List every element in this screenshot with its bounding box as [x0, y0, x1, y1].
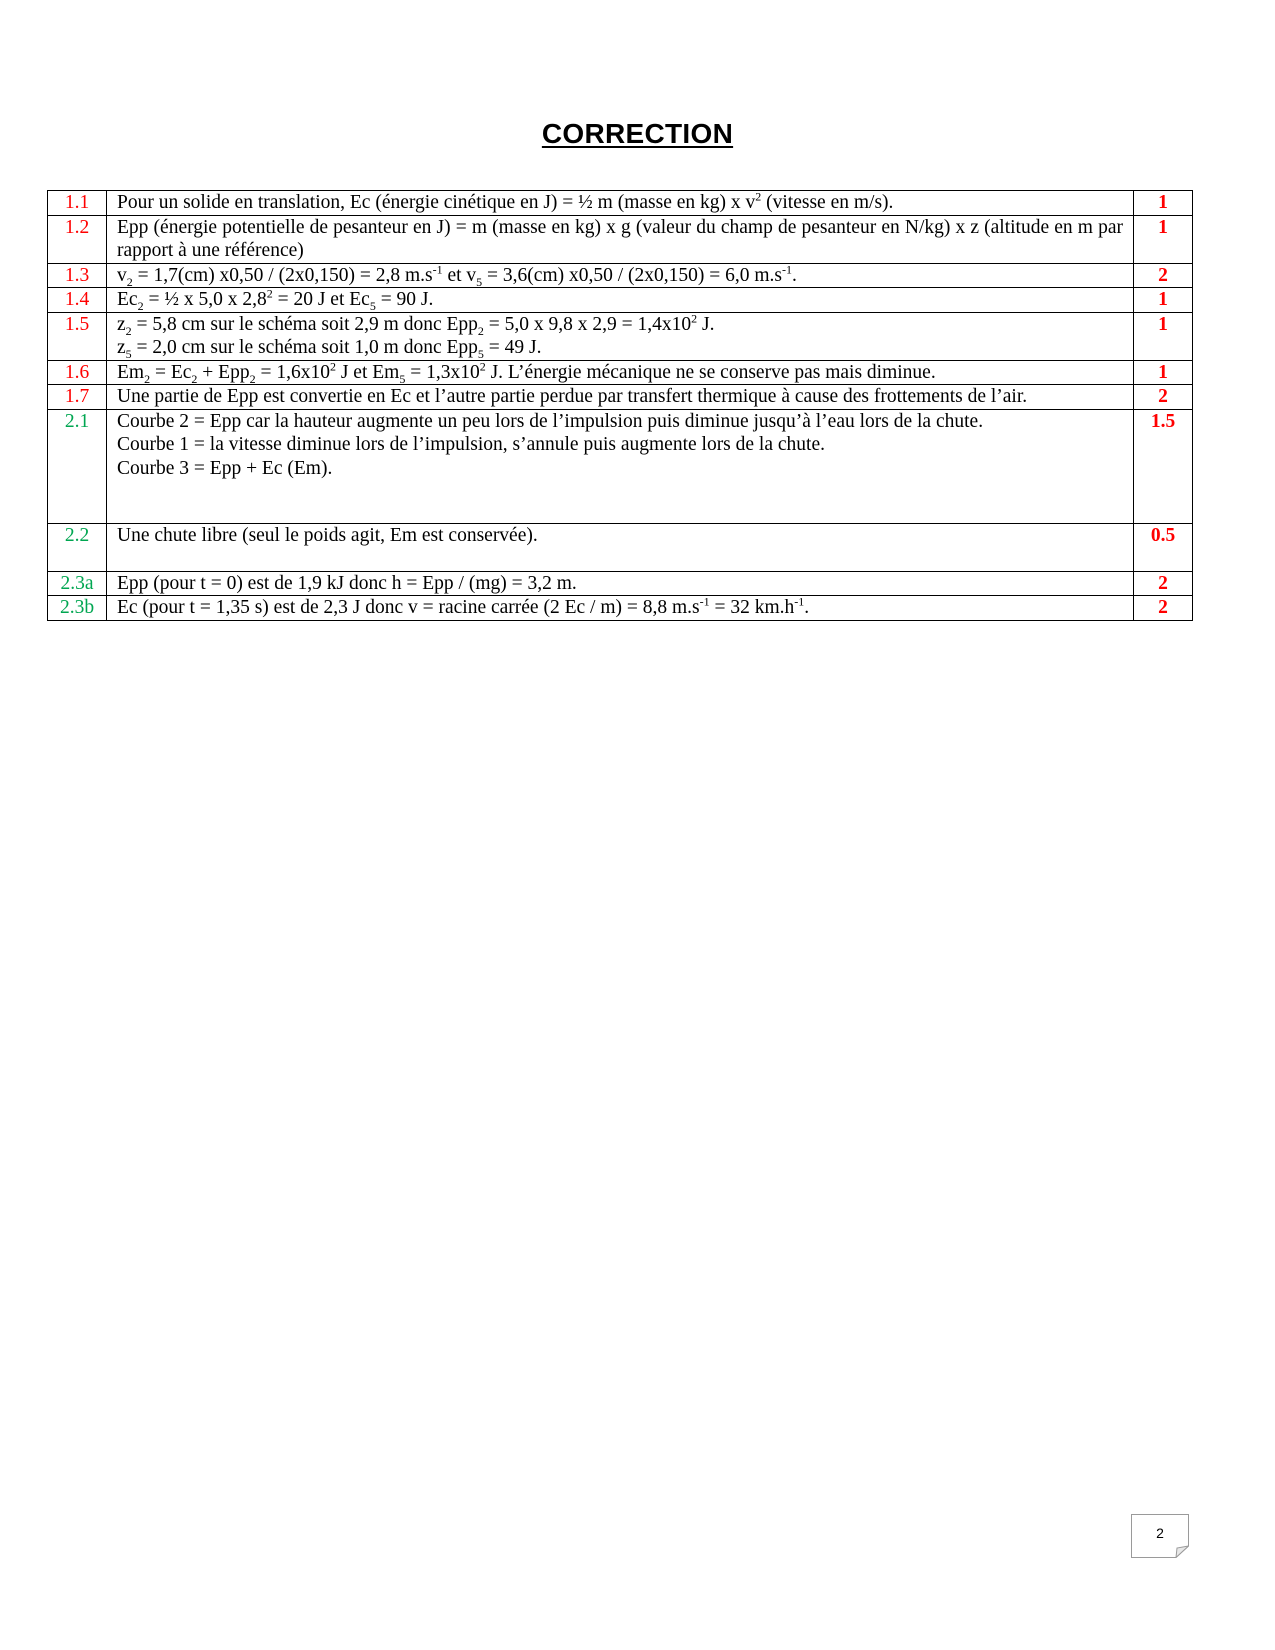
points-value: 2: [1134, 596, 1193, 621]
table-row: [48, 288, 1193, 313]
table-row: [48, 523, 1193, 571]
table-row: [48, 191, 1193, 216]
question-number: 1.4: [48, 288, 107, 313]
points-value: 2: [1134, 385, 1193, 410]
page-title: CORRECTION: [541, 118, 734, 149]
answer-text: $z_2 = 5,8$ cm sur le schéma soit 2,9 m donc Epp$_2$ = 5,0 x 9,8 x $2,9 = 1,4x10^2$ J. $z_5 = 2,0$ cm sur le schéma soit 1,0 m donc Epp$_5$ = 49 J.: [107, 312, 1134, 360]
table-row: [48, 385, 1193, 410]
question-number: 1.6: [48, 360, 107, 385]
points-value: 2: [1134, 571, 1193, 596]
points-value: 1.5: [1134, 409, 1193, 523]
points-value: 1: [1134, 312, 1193, 360]
table-row: [48, 409, 1193, 523]
answer-text: Epp (pour t = 0) est de 1,9 kJ donc h = Epp / (mg) = 3,2 m.: [107, 571, 1134, 596]
question-number: 1.3: [48, 263, 107, 288]
question-number: 1.7: [48, 385, 107, 410]
question-number: 1.2: [48, 215, 107, 263]
answer-text: Une chute libre (seul le poids agit, Em est conservée).: [107, 523, 1134, 571]
table-row: [48, 571, 1193, 596]
answer-text: Une partie de Epp est convertie en Ec et l’autre partie perdue par transfert thermique à cause des frottements de l’air.: [107, 385, 1134, 410]
question-number: 2.1: [48, 409, 107, 523]
question-number: 1.1: [48, 191, 107, 216]
question-number: 1.5: [48, 312, 107, 360]
table-row: [48, 312, 1193, 360]
answer-text: $v_2 = 1,7(cm)$ x0,50 / (2x0,150) = 2,8 $m.s^{-1}$ et $v_5 = 3,6(cm)$ x0,50 / (2x0,150) = 6,0 $m.s^{-1}$.: [107, 263, 1134, 288]
table-row: [48, 360, 1193, 385]
points-value: 1: [1134, 191, 1193, 216]
question-number: 2.3a: [48, 571, 107, 596]
points-value: 2: [1134, 263, 1193, 288]
answer-text: Courbe 2 = Epp car la hauteur augmente un peu lors de l’impulsion puis diminue jusqu’à l’eau lors de la chute. Courbe 1 = la vitesse diminue lors de l’impulsion, s’annule puis augmente lors de la chute. Courbe 3 = Epp + Ec (Em).: [107, 409, 1134, 523]
answer-text: Ec (pour t = 1,35 s) est de 2,3 J donc v = racine carrée (2 Ec / m) = 8,8 $m.s^{-1} = 32$ $km.h^{-1}$.: [107, 596, 1134, 621]
answer-text: Pour un solide en translation, Ec (énergie cinétique en J) = ½ m (masse en kg) x $v^2$ (vitesse en m/s).: [107, 191, 1134, 216]
question-number: 2.2: [48, 523, 107, 571]
page-number: 2: [1156, 1525, 1164, 1541]
table-row: [48, 263, 1193, 288]
points-value: 0.5: [1134, 523, 1193, 571]
points-value: 1: [1134, 215, 1193, 263]
question-number: 2.3b: [48, 596, 107, 621]
table-row: [48, 596, 1193, 621]
answer-text: Epp (énergie potentielle de pesanteur en J) = m (masse en kg) x g (valeur du champ de pesanteur en N/kg) x z (altitude en m par rapport à une référence): [107, 215, 1134, 263]
points-value: 1: [1134, 288, 1193, 313]
answer-text: $Ec_2$ = ½ x 5,0 x $2,8^2 = 20$ J et $Ec_5 = 90$ J.: [107, 288, 1134, 313]
points-value: 1: [1134, 360, 1193, 385]
page-number-box: [1131, 1514, 1189, 1558]
correction-table: [47, 190, 1193, 621]
table-row: [48, 215, 1193, 263]
answer-text: $Em_2 = Ec_2 + Epp_2 = 1,6x10^2$ J et $Em_5 = 1,3x10^2$ J. L’énergie mécanique ne se conserve pas mais diminue.: [107, 360, 1134, 385]
